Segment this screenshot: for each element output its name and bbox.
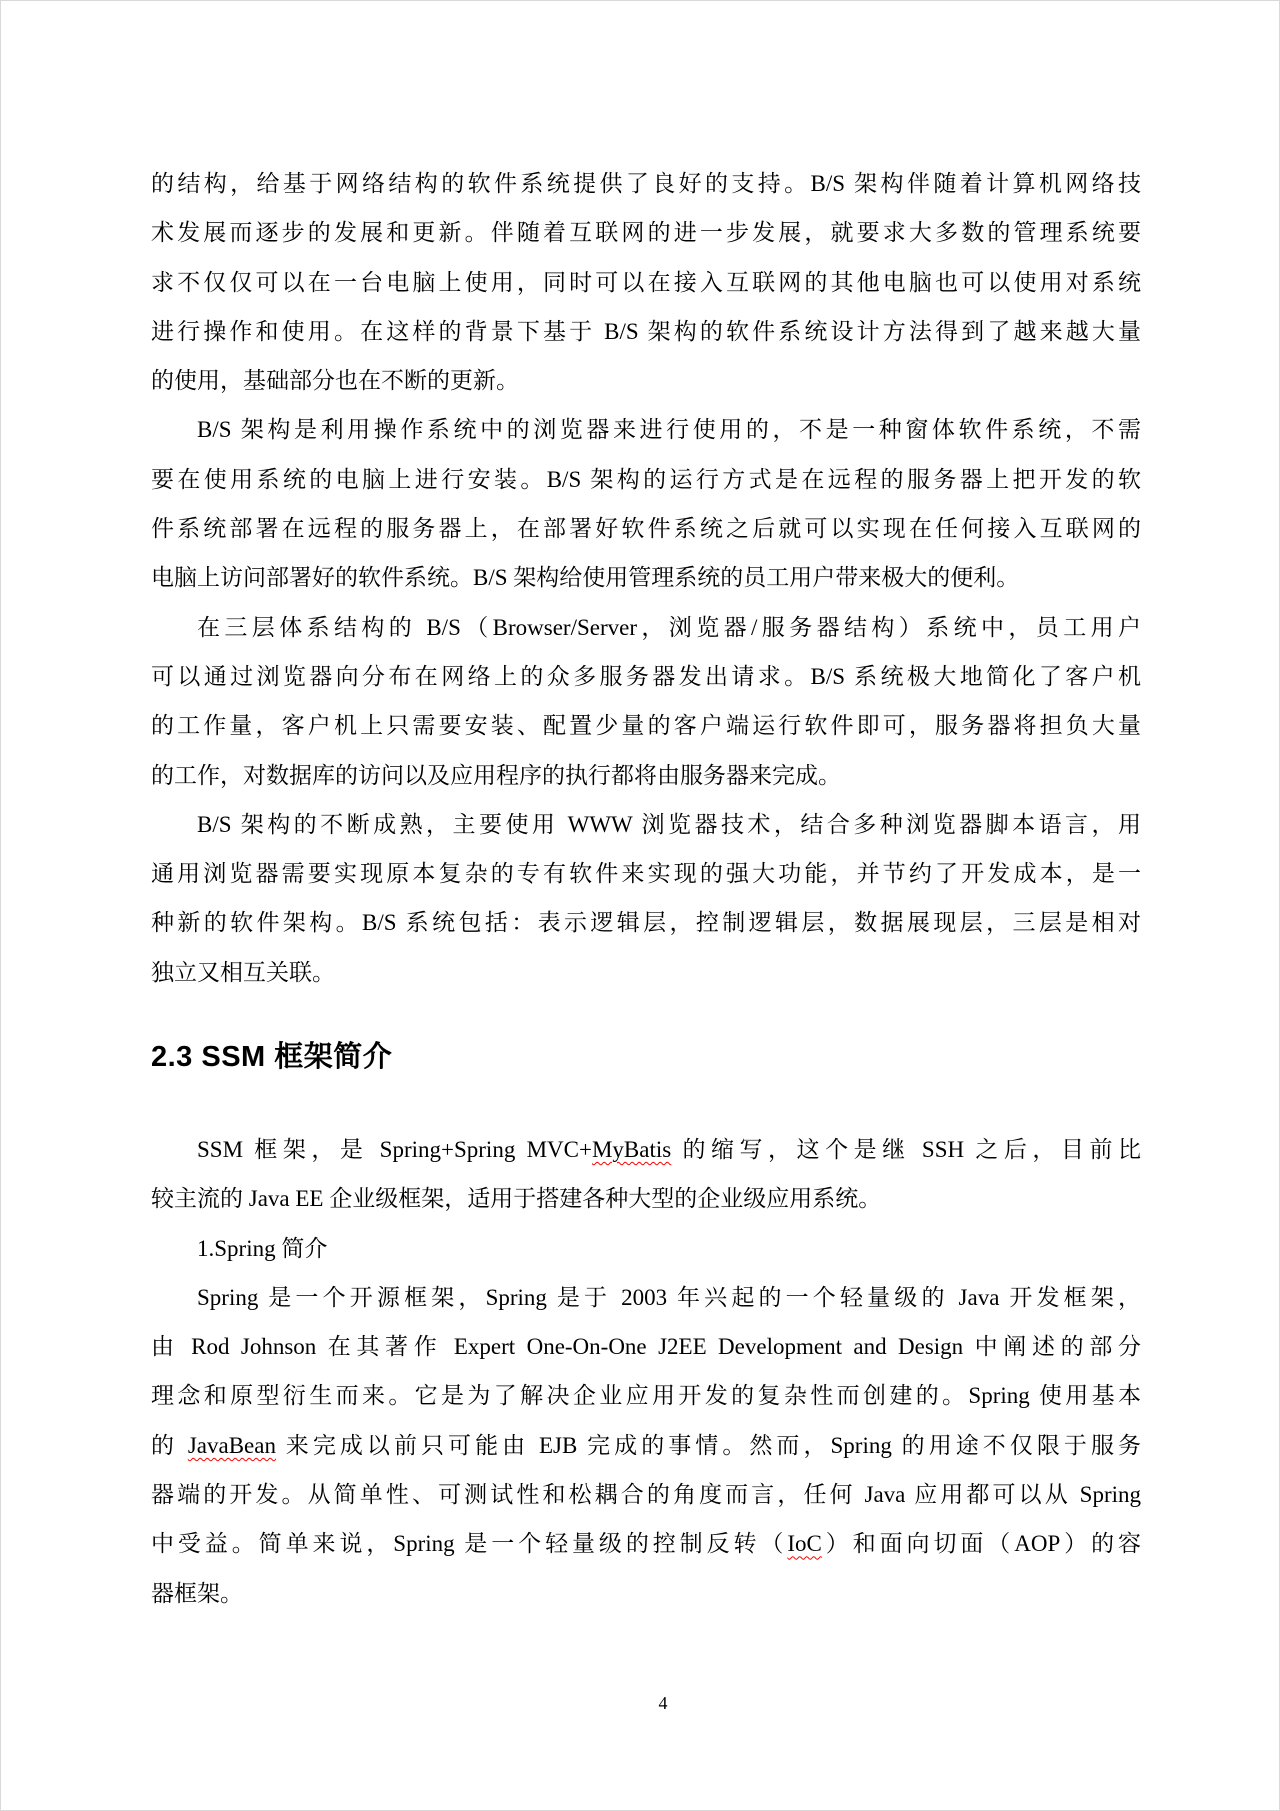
page-number: 4 — [658, 1693, 668, 1713]
text-line: 1.Spring 简介 — [197, 1235, 328, 1261]
text-line: 的 JavaBean 来完成以前只可能由 EJB 完成的事情。然而，Spring 的用途不仅限于服务 — [151, 1432, 1141, 1458]
text-line: 较主流的 Java EE 企业级框架，适用于搭建各种大型的企业级应用系统。 — [151, 1186, 882, 1212]
text-line: 中受益。简单来说，Spring 是一个轻量级的控制反转（IoC）和面向切面（AOP）的容 — [151, 1531, 1141, 1557]
paragraph — [151, 1224, 1141, 1273]
text-line: 的结构，给基于网络结构的软件系统提供了良好的支持。B/S 架构伴随着计算机网络技 — [151, 171, 1141, 196]
text-line: 的使用，基础部分也在不断的更新。 — [151, 368, 519, 394]
body-text-block-1 — [151, 159, 1141, 997]
text-line: 电脑上访问部署好的软件系统。B/S 架构给使用管理系统的员工用户带来极大的便利。 — [151, 565, 1020, 591]
text-line: B/S 架构的不断成熟，主要使用 WWW 浏览器技术，结合多种浏览器脚本语言，用 — [197, 811, 1141, 837]
paragraph — [151, 159, 1141, 405]
text-line: Spring 是一个开源框架，Spring 是于 2003 年兴起的一个轻量级的 Java 开发框架， — [197, 1284, 1141, 1310]
text-line: B/S 架构是利用操作系统中的浏览器来进行使用的，不是一种窗体软件系统，不需 — [197, 417, 1141, 443]
text-line: 在三层体系结构的 B/S（Browser/Server，浏览器/服务器结构）系统中，员工用户 — [197, 614, 1141, 640]
paragraph — [151, 800, 1141, 997]
text-line: 种新的软件架构。B/S 系统包括：表示逻辑层，控制逻辑层，数据展现层，三层是相对 — [151, 910, 1141, 936]
text-line: 求不仅仅可以在一台电脑上使用，同时可以在接入互联网的其他电脑也可以使用对系统 — [151, 269, 1141, 295]
spellcheck-underline: MyBatis — [591, 1137, 672, 1162]
text-line: 的工作，对数据库的访问以及应用程序的执行都将由服务器来完成。 — [151, 762, 841, 788]
spellcheck-underline: IoC — [787, 1531, 822, 1557]
text-line: 独立又相互关联。 — [151, 959, 335, 985]
text-line: 的工作量，客户机上只需要安装、配置少量的客户端运行软件即可，服务器将担负大量 — [151, 713, 1141, 739]
text-line: 术发展而逐步的发展和更新。伴随着互联网的进一步发展，就要求大多数的管理系统要 — [151, 220, 1141, 246]
paragraph — [151, 603, 1141, 800]
text-line: 件系统部署在远程的服务器上，在部署好软件系统之后就可以实现在任何接入互联网的 — [151, 516, 1141, 542]
text-line: 理念和原型衍生而来。它是为了解决企业应用开发的复杂性而创建的。Spring 使用基本 — [151, 1383, 1141, 1409]
text-line: 器框架。 — [151, 1580, 243, 1606]
body-text-block-2 — [151, 1125, 1141, 1618]
text-line: 器端的开发。从简单性、可测试性和松耦合的角度而言，任何 Java 应用都可以从 Spring — [151, 1482, 1141, 1508]
text-line: 可以通过浏览器向分布在网络上的众多服务器发出请求。B/S 系统极大地简化了客户机 — [151, 663, 1141, 689]
paragraph — [151, 1125, 1141, 1224]
text-line: SSM 框架，是 Spring+Spring MVC+MyBatis 的缩写，这个是继 SSH 之后，目前比 — [197, 1137, 1141, 1162]
paragraph — [151, 1273, 1141, 1618]
text-line: 由 Rod Johnson 在其著作 Expert One-On-One J2EE Development and Design 中阐述的部分 — [151, 1334, 1141, 1360]
text-line: 通用浏览器需要实现原本复杂的专有软件来实现的强大功能，并节约了开发成本，是一 — [151, 861, 1141, 887]
text-line: 要在使用系统的电脑上进行安装。B/S 架构的运行方式是在远程的服务器上把开发的软 — [151, 466, 1141, 492]
section-heading: 2.3 SSM 框架简介 — [151, 1041, 393, 1073]
spellcheck-underline: JavaBean — [187, 1432, 276, 1458]
paragraph — [151, 405, 1141, 602]
text-line: 进行操作和使用。在这样的背景下基于 B/S 架构的软件系统设计方法得到了越来越大量 — [151, 318, 1141, 344]
